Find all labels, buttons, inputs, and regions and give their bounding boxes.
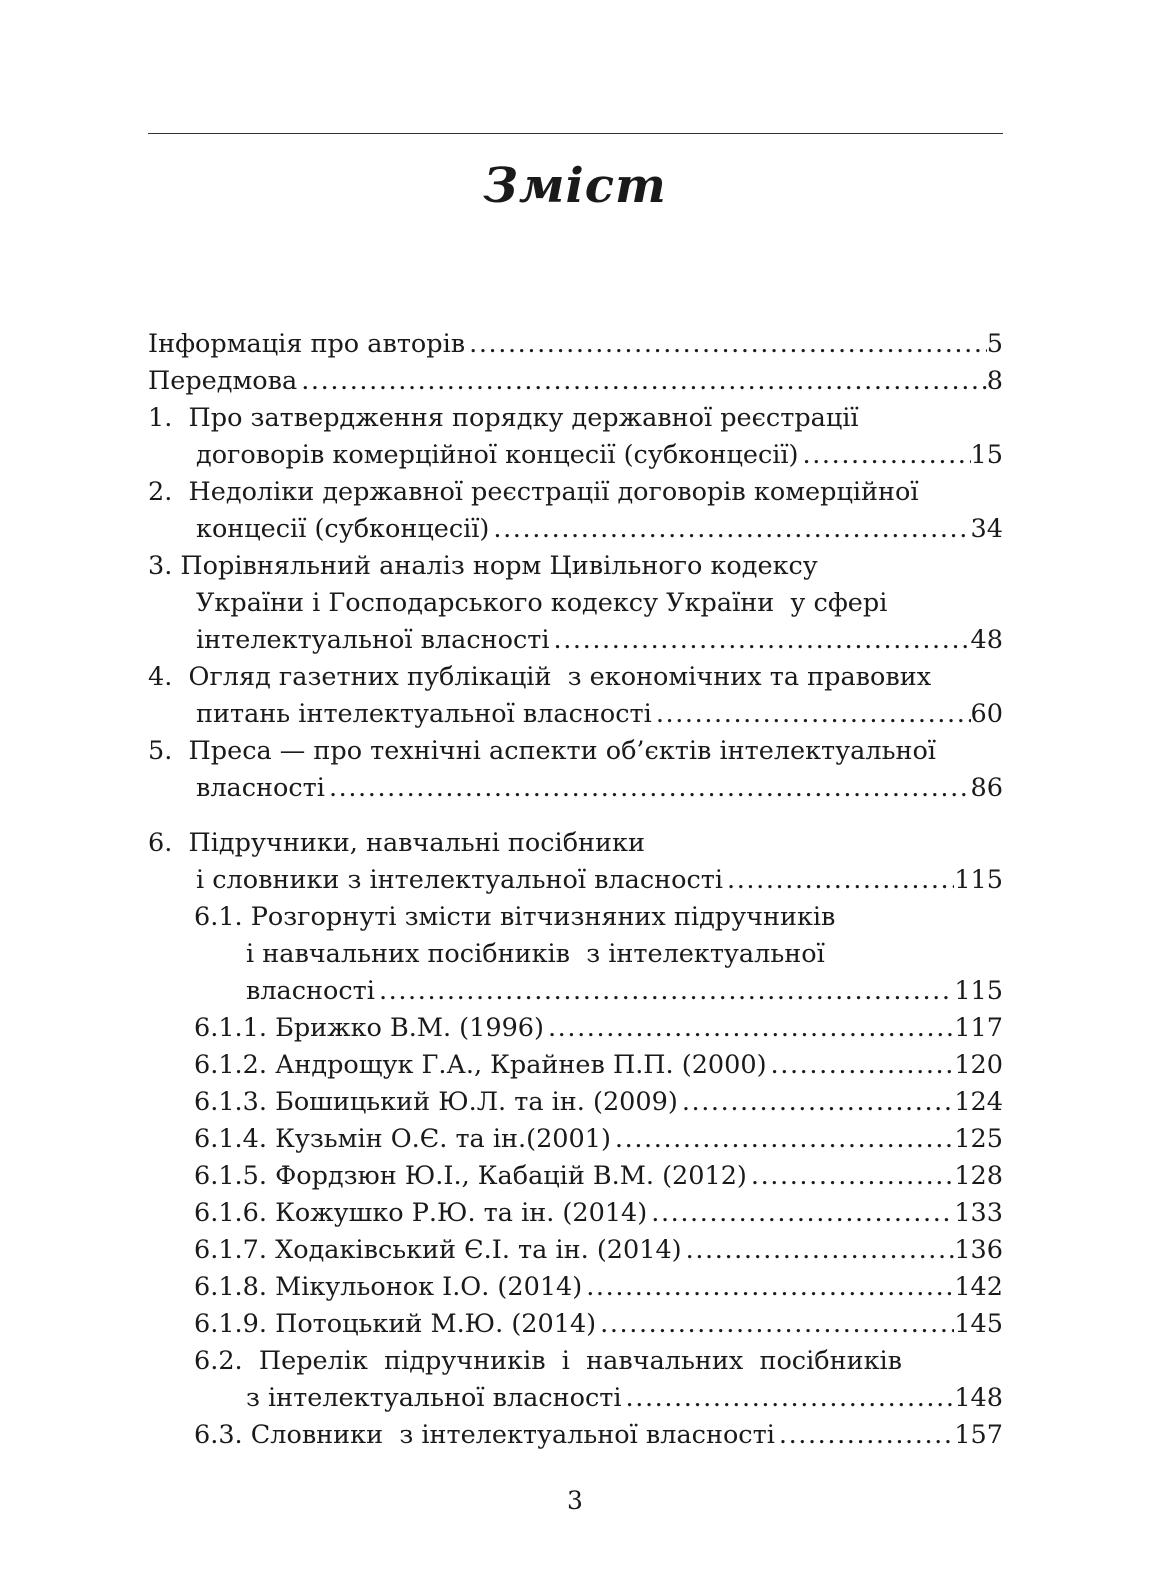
toc-entry-title: 6.1.6. Кожушко Р.Ю. та ін. (2014) <box>194 1198 648 1228</box>
toc-page-number: 115 <box>954 865 1003 895</box>
toc-page-number: 48 <box>970 625 1003 655</box>
toc-line <box>148 899 1003 936</box>
toc-page-number: 125 <box>954 1124 1003 1154</box>
toc-page-number: 120 <box>954 1050 1003 1080</box>
toc-leader-dots <box>775 1417 954 1454</box>
toc-spacer <box>148 807 1003 825</box>
toc-page-number: 145 <box>954 1309 1003 1339</box>
toc-entry[interactable] <box>148 1010 1003 1047</box>
toc-line <box>148 1343 1003 1380</box>
toc-page-number: 117 <box>954 1013 1003 1043</box>
toc-entry[interactable] <box>148 1047 1003 1084</box>
toc-entry-title: 6.1.8. Мікульонок І.О. (2014) <box>194 1272 583 1302</box>
toc-line <box>148 1047 1003 1084</box>
toc-entry-title: 6.1.5. Фордзюн Ю.І., Кабацій В.М. (2012) <box>194 1161 747 1191</box>
page-title: Зміст <box>483 158 667 214</box>
toc-leader-dots <box>465 326 987 363</box>
toc-entry-title: 6.1.2. Андрощук Г.А., Крайнев П.П. (2000) <box>194 1050 767 1080</box>
toc-entry[interactable] <box>148 1343 1003 1417</box>
toc-entry-title: Інформація про авторів <box>148 329 466 359</box>
toc-leader-dots <box>799 437 971 474</box>
toc-line <box>148 474 1003 511</box>
toc-leader-dots <box>611 1121 954 1158</box>
toc-entry[interactable] <box>148 474 1003 548</box>
toc-page-number: 148 <box>954 1383 1003 1413</box>
toc-line <box>148 1232 1003 1269</box>
toc-line <box>148 659 1003 696</box>
toc-line <box>148 973 1003 1010</box>
toc-line <box>148 733 1003 770</box>
toc-line <box>148 1380 1003 1417</box>
toc-entry[interactable] <box>148 363 1003 400</box>
toc-line <box>148 400 1003 437</box>
toc-entry[interactable] <box>148 1232 1003 1269</box>
toc-leader-dots <box>723 862 954 899</box>
top-rule <box>148 133 1003 134</box>
toc-leader-dots <box>747 1158 954 1195</box>
toc-line <box>148 862 1003 899</box>
toc-entry[interactable] <box>148 1158 1003 1195</box>
toc-entry[interactable] <box>148 1306 1003 1343</box>
toc-entry-title: 6.3. Словники з інтелектуальної власності <box>194 1420 775 1450</box>
toc-line <box>148 1417 1003 1454</box>
toc-entry-title: 6.1.3. Бошицький Ю.Л. та ін. (2009) <box>194 1087 678 1117</box>
toc-page-number: 133 <box>954 1198 1003 1228</box>
toc-line <box>148 696 1003 733</box>
toc-leader-dots <box>682 1232 955 1269</box>
toc-leader-dots <box>375 973 954 1010</box>
toc-entry-title: Передмова <box>148 366 298 396</box>
toc-entry-title: 6. Підручники, навчальні посібники <box>148 828 645 858</box>
toc-line <box>148 770 1003 807</box>
toc-line <box>148 1158 1003 1195</box>
toc-entry-title: договорів комерційної концесії (субконцесії) <box>196 440 799 470</box>
toc-entry-title: 6.1.4. Кузьмін О.Є. та ін.(2001) <box>194 1124 611 1154</box>
toc-entry[interactable] <box>148 1084 1003 1121</box>
toc-page-number: 157 <box>954 1420 1003 1450</box>
toc-line <box>148 511 1003 548</box>
toc-entry[interactable] <box>148 1269 1003 1306</box>
toc-line <box>148 825 1003 862</box>
toc-line <box>148 585 1003 622</box>
toc-entry-title: 5. Преса — про технічні аспекти об’єктів інтелектуальної <box>148 736 936 766</box>
toc-page-number: 115 <box>954 976 1003 1006</box>
toc-page-number: 136 <box>954 1235 1003 1265</box>
toc-page-number: 5 <box>986 329 1003 359</box>
toc-entry[interactable] <box>148 659 1003 733</box>
toc-entry-title: концесії (субконцесії) <box>196 514 490 544</box>
toc-page-number: 15 <box>970 440 1003 470</box>
toc-entry-title: 4. Огляд газетних публікацій з економічних та правових <box>148 662 932 692</box>
toc-line <box>148 1269 1003 1306</box>
toc-page-number: 60 <box>970 699 1003 729</box>
toc-entry[interactable] <box>148 548 1003 659</box>
toc-leader-dots <box>652 696 971 733</box>
toc-entry-title: і словники з інтелектуальної власності <box>196 865 724 895</box>
toc-page-number: 8 <box>986 366 1003 396</box>
toc-line <box>148 1306 1003 1343</box>
toc-page-number: 128 <box>954 1161 1003 1191</box>
toc-line <box>148 548 1003 585</box>
toc-leader-dots <box>297 363 987 400</box>
toc-entry[interactable] <box>148 825 1003 899</box>
toc-entry-title: і навчальних посібників з інтелектуальної <box>246 939 825 969</box>
toc-line <box>148 437 1003 474</box>
toc-leader-dots <box>767 1047 955 1084</box>
toc-page-number: 142 <box>954 1272 1003 1302</box>
toc-entry-title: 2. Недоліки державної реєстрації договорів комерційної <box>148 477 919 507</box>
toc-entry-title: 6.2. Перелік підручників і навчальних посібників <box>194 1346 903 1376</box>
toc-entry-title: 6.1.9. Потоцький М.Ю. (2014) <box>194 1309 597 1339</box>
toc-line <box>148 326 1003 363</box>
toc-entry-title: України і Господарського кодексу України у сфері <box>196 588 888 618</box>
toc-entry[interactable] <box>148 326 1003 363</box>
toc-entry[interactable] <box>148 1195 1003 1232</box>
toc-page-number: 86 <box>970 773 1003 803</box>
toc-entry-title: питань інтелектуальної власності <box>196 699 652 729</box>
toc-line <box>148 1084 1003 1121</box>
toc-entry-title: з інтелектуальної власності <box>246 1383 622 1413</box>
toc-entry-title: власності <box>246 976 375 1006</box>
toc-entry-title: 1. Про затвердження порядку державної реєстрації <box>148 403 859 433</box>
toc-leader-dots <box>596 1306 954 1343</box>
toc-entry[interactable] <box>148 1121 1003 1158</box>
toc-entry-title: власності <box>196 773 325 803</box>
toc-entry[interactable] <box>148 400 1003 474</box>
toc-line <box>148 936 1003 973</box>
toc-entry-title: 6.1. Розгорнуті змісти вітчизняних підручників <box>194 902 836 932</box>
toc-leader-dots <box>325 770 971 807</box>
toc-entry-title: 6.1.7. Ходаківський Є.І. та ін. (2014) <box>194 1235 682 1265</box>
toc-line <box>148 622 1003 659</box>
toc-line <box>148 363 1003 400</box>
toc-entry[interactable] <box>148 1417 1003 1454</box>
toc-leader-dots <box>678 1084 955 1121</box>
toc-entry-title: 6.1.1. Брижко В.М. (1996) <box>194 1013 544 1043</box>
toc-leader-dots <box>582 1269 954 1306</box>
toc-line <box>148 1010 1003 1047</box>
toc-line <box>148 1195 1003 1232</box>
toc-entry[interactable] <box>148 733 1003 807</box>
table-of-contents <box>148 326 1003 1454</box>
toc-leader-dots <box>489 511 970 548</box>
toc-leader-dots <box>622 1380 955 1417</box>
toc-line <box>148 1121 1003 1158</box>
toc-leader-dots <box>647 1195 954 1232</box>
toc-leader-dots <box>544 1010 954 1047</box>
page-number: 3 <box>567 1486 583 1515</box>
toc-entry-title: 3. Порівняльний аналіз норм Цивільного кодексу <box>148 551 818 581</box>
toc-entry[interactable] <box>148 899 1003 1010</box>
toc-page-number: 124 <box>954 1087 1003 1117</box>
toc-page-number: 34 <box>970 514 1003 544</box>
toc-leader-dots <box>550 622 971 659</box>
toc-entry-title: інтелектуальної власності <box>196 625 550 655</box>
